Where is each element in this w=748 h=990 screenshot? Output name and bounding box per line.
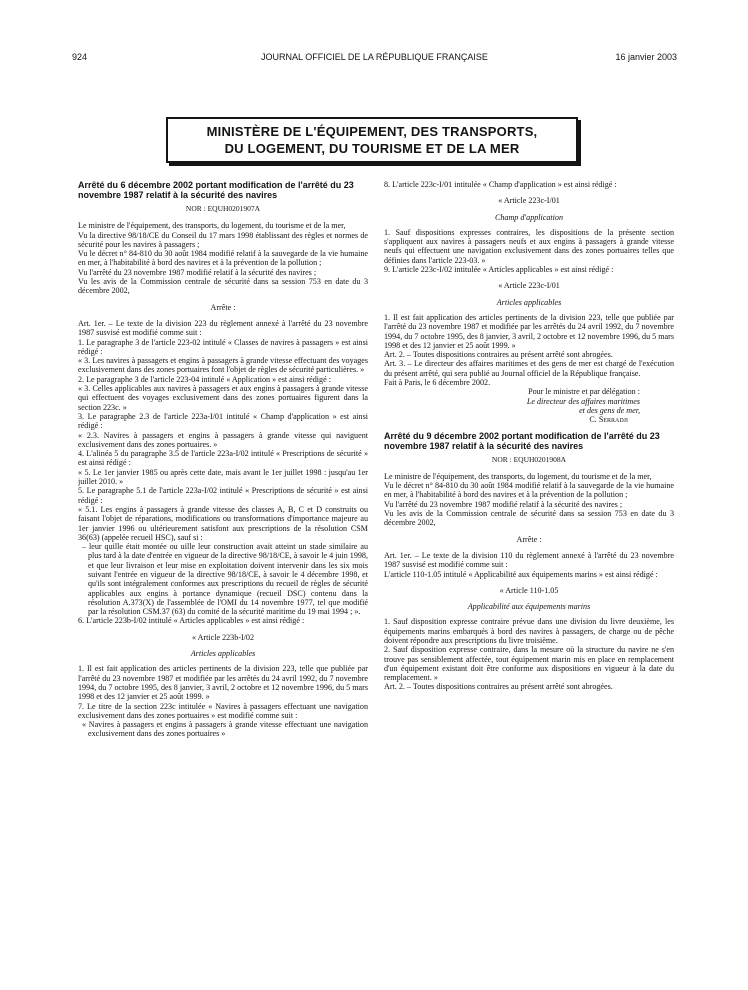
paragraph: Art. 2. – Toutes dispositions contraires au présent arrêté sont abrogées. [384, 682, 613, 692]
paragraph: Art. 3. – Le directeur des affaires maritimes et des gens de mer est chargé de l'exécution du présent arrêté, qui sera publié au Journal officiel de la République française. [384, 359, 674, 378]
decree-title: Arrêté du 9 décembre 2002 portant modification de l'arrêté du 23 novembre 1987 relatif à la sécurité des navires [384, 430, 660, 451]
paragraph: 2. Sauf disposition expresse contraire, dans la mesure où la structure du navire ne s'en trouve pas sensiblement affectée, tout équipement marin mis en place en remplacement d'un équipement existant doit être conforme aux dispositions en vigueur à la date du remplacement. » [384, 645, 674, 683]
article-subtitle: Articles applicables [496, 297, 562, 307]
paragraph: 1. Sauf dispositions expresses contraires, les dispositions de la présente section s'appliquent aux navires à passagers neufs et aux engins à passagers à grande vitesse neufs qui effectuent une navigation exclusivement dans des zones portuaires telles que définies dans l'article 223-03. » [384, 227, 674, 265]
paragraph: Vu les avis de la Commission centrale de sécurité dans sa session 753 en date du 3 décembre 2002, [384, 509, 674, 528]
centered-heading: Arrête : [516, 534, 542, 544]
signature-title: Le directeur des affaires maritimes [526, 396, 640, 406]
article-subtitle: Applicabilité aux équipements marins [467, 602, 591, 612]
paragraph: Art. 1er. – Le texte de la division 110 du règlement annexé à l'arrêté du 23 novembre 1987 susvisé est modifié comme suit : [384, 550, 674, 570]
ministry-heading-box [166, 117, 578, 163]
paragraph: Vu le décret n° 84-810 du 30 août 1984 modifié relatif à la sauvegarde de la vie humaine en mer, à l'habitabilité à bord des navires et à la prévention de la pollution ; [384, 481, 674, 500]
signature-line: Pour le ministre et par délégation : [528, 387, 640, 397]
paragraph: Vu l'arrêté du 23 novembre 1987 modifié relatif à la sécurité des navires ; [78, 267, 317, 277]
nor-reference: NOR : EQUH0201907A [185, 204, 261, 213]
page-number: 924 [72, 52, 88, 62]
paragraph: 3. Le paragraphe 2.3 de l'article 223a-I/01 intitulé « Champ d'application » est ainsi rédigé : [78, 411, 368, 431]
signature-title: et des gens de mer, [579, 405, 640, 415]
paragraph: 7. Le titre de la section 223c intitulée « Navires à passagers effectuant une navigation exclusivement dans des zones portuaires » est modifié comme suit : [78, 701, 368, 720]
paragraph: L'article 110-1.05 intitulé « Applicabilité aux équipements marins » est ainsi rédigé : [384, 569, 658, 579]
centered-heading: « Article 223c-I/01 [498, 281, 560, 291]
paragraph: « 3. Les navires à passagers et engins à passagers à grande vitesse effectuant des voyages exclusivement dans des zones portuaires font l'objet de règles de sécurité particulières. » [78, 356, 368, 375]
paragraph: « 5. Le 1er janvier 1985 ou après cette date, mais avant le 1er juillet 1998 : jusqu'au 1er juillet 2010. » [78, 467, 368, 487]
paragraph: 1. Il est fait application des articles pertinents de la division 223, telle que publiée par l'arrêté du 23 novembre 1987 et modifiée par les arrêtés du 24 avril 1992, du 7 novembre 1994, du 7 octobre 1995, des 8 janvier, 3 avril, 2 octobre et 12 novembre 1996, du 5 mars 1998 et des 12 janvier et 25 août 1999. » [78, 664, 368, 702]
indented-paragraph: – leur quille était montée ou uille leur construction avait atteint un stade similaire au plus tard à la date d'entrée en vigueur de la directive 98/18/CE, à savoir le 4 juin 1998, et que leur livraison et leur mise en exploitation doivent intervenir dans les six mois suivant l'entrée en vigueur de la directive 98/18/CE, à savoir le 4 décembre 1998, et qu'ils sont intégralement conformes aux prescriptions du recueil de règles de sécurité applicables aux engins à portance dynamique (recueil DSC) contenu dans la résolution A.373(X) de l'assemblée de l'OMI du 14 novembre 1977, tel que modifié par la résolution CSM.37 (63) du comité de la sécurité maritime du 19 mai 1994 ; ». [82, 542, 368, 617]
paragraph: 2. Le paragraphe 3 de l'article 223-04 intitulé « Application » est ainsi rédigé : [78, 374, 331, 384]
centered-heading: « Article 223b-I/02 [191, 632, 255, 642]
paragraph: Vu le décret n° 84-810 du 30 août 1984 modifié relatif à la sauvegarde de la vie humaine en mer, à l'habitabilité à bord des navires et à la prévention de la pollution ; [78, 249, 368, 268]
paragraph: Fait à Paris, le 6 décembre 2002. [384, 378, 491, 388]
paragraph: « 5.1. Les engins à passagers à grande vitesse des classes A, B, C et D construits ou faisant l'objet de réparations, modifications ou transformations d'importance majeure au 1er janvier 1996 ou ultérieurement satisfont aux prescriptions de la résolution CSM 36(63) (appelée recueil HSC), sauf si : [78, 504, 368, 542]
paragraph: Art. 2. – Toutes dispositions contraires au présent arrêté sont abrogées. [384, 350, 613, 360]
left-text-column [78, 180, 368, 980]
page-header [72, 52, 677, 64]
signatory-name: C. Serradji [589, 415, 628, 425]
paragraph: 1. Il est fait application des articles pertinents de la division 223, telle que publiée par l'arrêté du 23 novembre 1987 et modifiée par les arrêtés du 24 avril 1992, du 7 novembre 1994, du 7 octobre 1995, des 8 janvier, 3 avril, 2 octobre et 12 novembre 1996, du 5 mars 1998 et des 12 janvier et 25 août 1999. » [384, 312, 674, 350]
paragraph: « 2.3. Navires à passagers et engins à passagers à grande vitesse qui naviguent exclusivement dans des zones portuaires. » [78, 430, 368, 449]
indented-paragraph: « Navires à passagers et engins à passagers à grande vitesse effectuant une navigation exclusivement dans des zones portuaires » [82, 720, 368, 739]
paragraph: 1. Sauf disposition expresse contraire prévue dans une division du livre deuxième, les équipements marins embarqués à bord des navires à passagers, de charge ou de pêche doivent répondre aux prescriptions du livre troisième. [384, 617, 674, 645]
paragraph: Le ministre de l'équipement, des transports, du logement, du tourisme et de la mer, [384, 471, 652, 481]
article-subtitle: Articles applicables [190, 649, 256, 659]
centered-heading: « Article 110-1.05 [499, 585, 559, 595]
paragraph: 9. L'article 223c-I/02 intitulée « Articles applicables » est ainsi rédigé : [384, 265, 614, 275]
paragraph: 1. Le paragraphe 3 de l'article 223-02 intitulé « Classes de navires à passagers » est ainsi rédigé : [78, 337, 368, 356]
centered-heading: Arrête : [210, 302, 236, 312]
paragraph: 8. L'article 223c-I/01 intitulée « Champ d'application » est ainsi rédigé : [384, 180, 617, 189]
ministry-heading-line-1: MINISTÈRE DE L'ÉQUIPEMENT, DES TRANSPORTS, [206, 124, 538, 139]
paragraph: 6. L'article 223b-I/02 intitulé « Articles applicables » est ainsi rédigé : [78, 616, 305, 626]
article-subtitle: Champ d'application [494, 212, 564, 222]
nor-reference: NOR : EQUH0201908A [491, 454, 567, 464]
paragraph: Vu l'arrêté du 23 novembre 1987 modifié relatif à la sécurité des navires ; [384, 499, 623, 509]
centered-heading: « Article 223c-I/01 [498, 196, 560, 206]
decree-title: Arrêté du 6 décembre 2002 portant modification de l'arrêté du 23 novembre 1987 relatif à la sécurité des navires [78, 180, 354, 200]
paragraph: Art. 1er. – Le texte de la division 223 du règlement annexé à l'arrêté du 23 novembre 1987 susvisé est modifié comme suit : [78, 318, 368, 338]
paragraph: Vu les avis de la Commission centrale de sécurité dans sa session 753 en date du 3 décembre 2002, [78, 277, 368, 296]
paragraph: 5. Le paragraphe 5.1 de l'article 223a-I/02 intitulé « Prescriptions de sécurité » est ainsi rédigé : [78, 486, 368, 505]
paragraph: Le ministre de l'équipement, des transports, du logement, du tourisme et de la mer, [78, 221, 346, 231]
paragraph: Vu la directive 98/18/CE du Conseil du 17 mars 1998 établissant des règles et normes de sécurité pour les navires à passagers ; [78, 230, 368, 249]
journal-title: JOURNAL OFFICIEL DE LA RÉPUBLIQUE FRANÇAISE [261, 52, 488, 62]
ministry-heading-line-2: DU LOGEMENT, DU TOURISME ET DE LA MER [224, 141, 520, 156]
right-text-column [384, 180, 674, 980]
paragraph: 4. L'alinéa 5 du paragraphe 3.5 de l'article 223a-I/02 intitulé « Prescriptions de sécurité » est ainsi rédigé : [78, 449, 368, 468]
issue-date: 16 janvier 2003 [615, 52, 677, 62]
paragraph: « 3. Celles applicables aux navires à passagers et aux engins à passagers à grande vitesse qui effectuent des voyages exclusivement dans des zones portuaires figurent dans la section 223c. » [78, 384, 368, 412]
